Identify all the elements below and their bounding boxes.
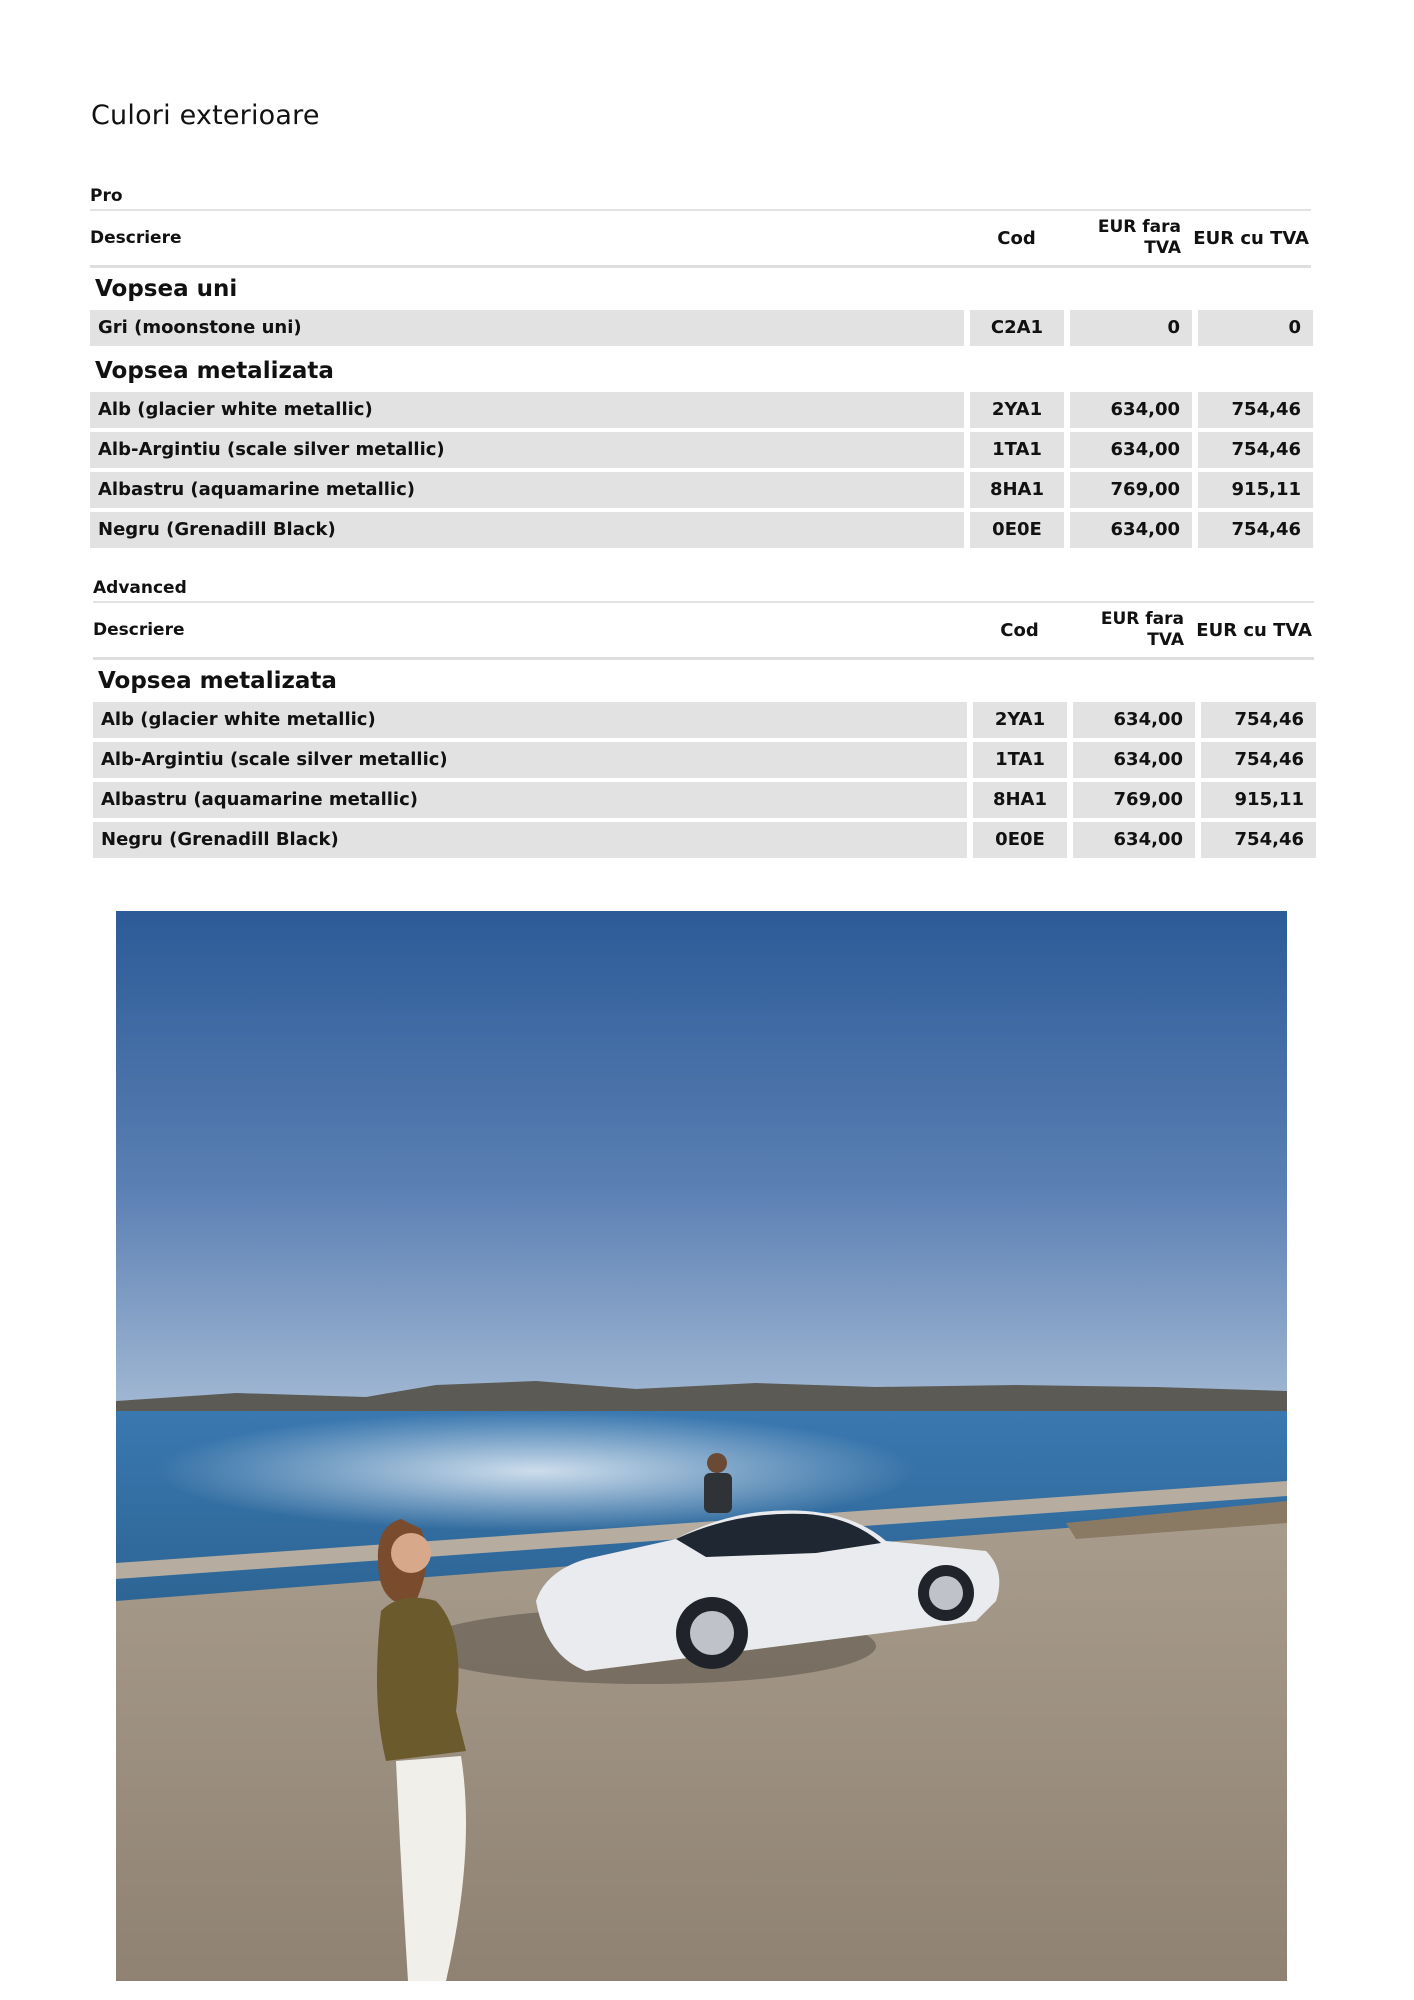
cell-price-net: 634,00 xyxy=(1070,392,1192,428)
table-row xyxy=(90,472,1311,508)
column-header-price-gross: EUR cu TVA xyxy=(1193,227,1309,249)
cell-code: 1TA1 xyxy=(970,432,1064,468)
cell-code: 8HA1 xyxy=(973,782,1067,818)
column-header-price-net xyxy=(1065,217,1187,259)
section-label: Pro xyxy=(90,183,1311,211)
cell-code: 8HA1 xyxy=(970,472,1064,508)
cell-code: 1TA1 xyxy=(973,742,1067,778)
table-row xyxy=(93,782,1314,818)
cell-code: 0E0E xyxy=(973,822,1067,858)
section-label: Advanced xyxy=(93,575,1314,603)
cell-price-net: 769,00 xyxy=(1070,472,1192,508)
cell-price-net: 0 xyxy=(1070,310,1192,346)
table-header xyxy=(90,211,1311,268)
cell-price-net: 634,00 xyxy=(1073,822,1195,858)
table-row xyxy=(90,432,1311,468)
column-header-price-net-line1: EUR fara xyxy=(1100,609,1184,629)
group-label: Vopsea metalizata xyxy=(95,358,334,384)
column-header-price-net-line2: TVA xyxy=(1147,630,1184,650)
column-header-code: Cod xyxy=(1000,619,1039,641)
table-row xyxy=(93,702,1314,738)
column-header-description: Descriere xyxy=(93,620,185,640)
column-header-description: Descriere xyxy=(90,228,182,248)
cell-price-net: 634,00 xyxy=(1070,512,1192,548)
cell-description: Alb (glacier white metallic) xyxy=(93,702,967,738)
group-label: Vopsea uni xyxy=(95,276,238,302)
section-pro xyxy=(90,183,1311,552)
cell-price-gross: 0 xyxy=(1198,310,1313,346)
cell-code: 2YA1 xyxy=(973,702,1067,738)
cell-code: C2A1 xyxy=(970,310,1064,346)
cell-description: Gri (moonstone uni) xyxy=(90,310,964,346)
cell-price-gross: 754,46 xyxy=(1198,432,1313,468)
cell-description: Alb-Argintiu (scale silver metallic) xyxy=(93,742,967,778)
coastal-car-photo xyxy=(116,911,1287,1981)
table-row xyxy=(90,392,1311,428)
cell-price-gross: 754,46 xyxy=(1198,392,1313,428)
sky xyxy=(116,911,1287,1411)
section-advanced xyxy=(93,575,1314,862)
table-row xyxy=(90,310,1311,346)
cell-description: Albastru (aquamarine metallic) xyxy=(93,782,967,818)
cell-price-gross: 754,46 xyxy=(1201,702,1316,738)
column-header-price-net-line2: TVA xyxy=(1144,238,1181,258)
cell-price-gross: 754,46 xyxy=(1198,512,1313,548)
cell-price-gross: 915,11 xyxy=(1198,472,1313,508)
column-header-code: Cod xyxy=(997,227,1036,249)
table-row xyxy=(93,742,1314,778)
cell-code: 2YA1 xyxy=(970,392,1064,428)
table-row xyxy=(93,822,1314,858)
cell-price-net: 634,00 xyxy=(1073,742,1195,778)
cell-price-net: 634,00 xyxy=(1070,432,1192,468)
group-label: Vopsea metalizata xyxy=(98,668,337,694)
column-header-price-net-line1: EUR fara xyxy=(1097,217,1181,237)
cell-price-gross: 754,46 xyxy=(1201,742,1316,778)
cell-description: Alb-Argintiu (scale silver metallic) xyxy=(90,432,964,468)
cell-price-gross: 915,11 xyxy=(1201,782,1316,818)
cell-description: Negru (Grenadill Black) xyxy=(93,822,967,858)
page-title: Culori exterioare xyxy=(91,100,320,131)
table-header xyxy=(93,603,1314,660)
table-row xyxy=(90,512,1311,548)
cell-price-net: 634,00 xyxy=(1073,702,1195,738)
cell-code: 0E0E xyxy=(970,512,1064,548)
column-header-price-net xyxy=(1068,609,1190,651)
cell-price-net: 769,00 xyxy=(1073,782,1195,818)
cell-description: Negru (Grenadill Black) xyxy=(90,512,964,548)
cell-description: Albastru (aquamarine metallic) xyxy=(90,472,964,508)
cell-description: Alb (glacier white metallic) xyxy=(90,392,964,428)
column-header-price-gross: EUR cu TVA xyxy=(1196,619,1312,641)
cell-price-gross: 754,46 xyxy=(1201,822,1316,858)
